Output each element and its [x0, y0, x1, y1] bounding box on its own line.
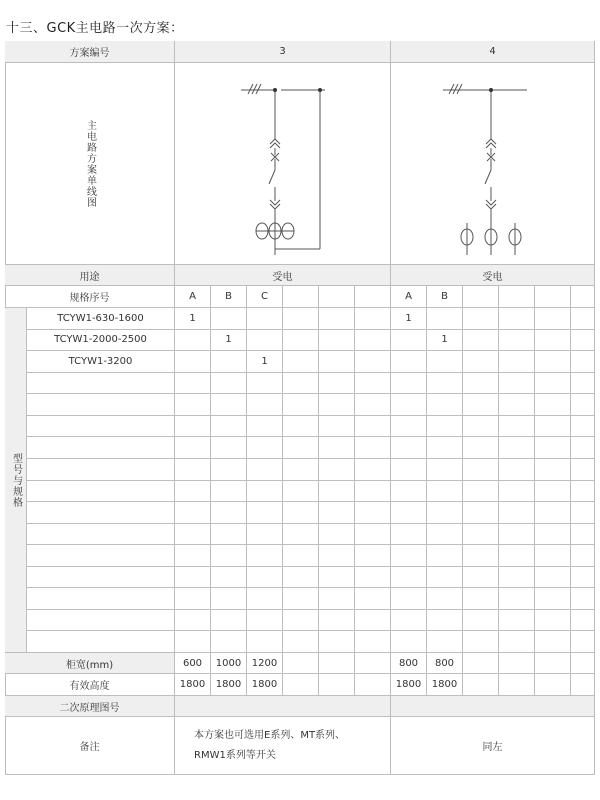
model-name-cell: [27, 545, 175, 567]
model-name-cell: [27, 373, 175, 395]
model-value-cell: [175, 351, 211, 373]
page-title: 十三、GCK主电路一次方案：: [6, 21, 184, 36]
model-value-cell: [283, 373, 319, 395]
model-name-cell: [27, 631, 175, 653]
model-value-cell: [283, 351, 319, 373]
remarks-3-line-1: 本方案也可选用E系列、MT系列、: [194, 729, 346, 741]
model-value-cell: [319, 610, 355, 632]
model-value-cell: [535, 502, 571, 524]
model-value-cell: [427, 459, 463, 481]
scheme-no-label: 方案编号: [5, 41, 175, 63]
model-value-cell: [355, 308, 391, 330]
model-value-cell: [463, 631, 499, 653]
model-value-cell: [427, 502, 463, 524]
model-value-cell: [499, 481, 535, 503]
model-value-cell: [247, 481, 283, 503]
model-value-cell: [355, 416, 391, 438]
model-value-cell: [175, 373, 211, 395]
model-value-cell: [463, 567, 499, 589]
model-value-cell: [247, 567, 283, 589]
model-value-cell: [355, 545, 391, 567]
model-value-cell: [499, 351, 535, 373]
model-value-cell: 1: [427, 330, 463, 352]
model-value-cell: [571, 545, 595, 567]
spec-blank: [355, 286, 391, 308]
model-value-cell: [319, 308, 355, 330]
model-value-cell: [427, 373, 463, 395]
model-value-cell: [463, 524, 499, 546]
model-value-cell: [355, 351, 391, 373]
model-value-cell: [499, 610, 535, 632]
model-value-cell: 1: [247, 351, 283, 373]
remarks-label: 备注: [5, 717, 175, 775]
model-value-cell: [535, 437, 571, 459]
height-4b: 1800: [427, 674, 463, 696]
model-name-cell: [27, 416, 175, 438]
model-value-cell: [283, 459, 319, 481]
model-value-cell: [283, 567, 319, 589]
diagram-label: 主电路方案单线图: [84, 119, 96, 208]
model-value-cell: [283, 308, 319, 330]
model-name-cell: [27, 610, 175, 632]
model-value-cell: [319, 631, 355, 653]
model-value-cell: [427, 567, 463, 589]
model-value-cell: [283, 416, 319, 438]
remarks-3-line-2: RMW1系列等开关: [194, 749, 276, 761]
diagram-cell-3: [175, 63, 391, 265]
usage-3: 受电: [175, 265, 391, 286]
model-value-cell: [391, 502, 427, 524]
model-value-cell: [571, 394, 595, 416]
model-value-cell: [211, 351, 247, 373]
model-value-cell: [463, 481, 499, 503]
model-value-cell: [175, 588, 211, 610]
model-value-cell: [247, 416, 283, 438]
model-value-cell: [499, 567, 535, 589]
model-value-cell: [247, 437, 283, 459]
model-value-cell: [319, 373, 355, 395]
model-value-cell: [427, 610, 463, 632]
model-value-cell: [499, 588, 535, 610]
model-value-cell: [355, 373, 391, 395]
width-blank: [571, 653, 595, 674]
model-name-cell: [27, 459, 175, 481]
model-value-cell: [499, 631, 535, 653]
model-value-cell: [211, 631, 247, 653]
spec-blank: [319, 286, 355, 308]
spec-letter-3b: B: [211, 286, 247, 308]
model-value-cell: [391, 481, 427, 503]
model-value-cell: [319, 481, 355, 503]
model-name-cell: [27, 567, 175, 589]
secondary-label: 二次原理图号: [5, 696, 175, 717]
scheme-number-3: 3: [175, 41, 391, 63]
spec-blank: [499, 286, 535, 308]
model-value-cell: [463, 502, 499, 524]
model-value-cell: [319, 588, 355, 610]
model-value-cell: [535, 567, 571, 589]
model-value-cell: [499, 545, 535, 567]
model-value-cell: [463, 373, 499, 395]
remarks-3: [175, 726, 345, 766]
model-value-cell: [355, 437, 391, 459]
width-label: 柜宽(mm): [5, 653, 175, 674]
width-4b: 800: [427, 653, 463, 674]
model-value-cell: [571, 416, 595, 438]
spec-seq-label: 规格序号: [5, 286, 175, 308]
model-value-cell: [175, 416, 211, 438]
model-value-cell: [571, 567, 595, 589]
model-value-cell: [211, 373, 247, 395]
model-value-cell: [283, 330, 319, 352]
model-value-cell: [535, 330, 571, 352]
model-value-cell: [283, 524, 319, 546]
model-value-cell: [283, 588, 319, 610]
model-value-cell: [427, 481, 463, 503]
model-value-cell: [499, 416, 535, 438]
model-value-cell: [571, 373, 595, 395]
model-value-cell: [283, 610, 319, 632]
diagram-label-cell: [5, 63, 175, 265]
height-blank: [571, 674, 595, 696]
model-value-cell: [499, 502, 535, 524]
model-value-cell: [463, 308, 499, 330]
model-value-cell: [283, 481, 319, 503]
model-value-cell: [175, 330, 211, 352]
model-value-cell: [499, 524, 535, 546]
spec-letter-4a: A: [391, 286, 427, 308]
model-value-cell: [319, 351, 355, 373]
remarks-4: 同左: [391, 717, 595, 775]
model-value-cell: [463, 459, 499, 481]
model-value-cell: [319, 524, 355, 546]
secondary-4: [391, 696, 595, 717]
model-value-cell: [499, 308, 535, 330]
model-value-cell: 1: [211, 330, 247, 352]
model-value-cell: [463, 610, 499, 632]
model-value-cell: 1: [391, 308, 427, 330]
height-3a: 1800: [175, 674, 211, 696]
model-value-cell: [355, 567, 391, 589]
height-3c: 1800: [247, 674, 283, 696]
model-value-cell: [175, 524, 211, 546]
width-blank: [319, 653, 355, 674]
model-value-cell: [211, 588, 247, 610]
model-name-cell: [27, 502, 175, 524]
model-value-cell: [355, 394, 391, 416]
model-value-cell: [211, 502, 247, 524]
model-name-cell: [27, 437, 175, 459]
model-value-cell: [211, 610, 247, 632]
model-value-cell: [571, 308, 595, 330]
height-4a: 1800: [391, 674, 427, 696]
model-value-cell: [319, 567, 355, 589]
model-value-cell: [247, 524, 283, 546]
model-name-cell: TCYW1-630-1600: [27, 308, 175, 330]
model-value-cell: [247, 631, 283, 653]
width-blank: [499, 653, 535, 674]
spec-letter-4b: B: [427, 286, 463, 308]
model-value-cell: [355, 631, 391, 653]
model-value-cell: [283, 437, 319, 459]
model-value-cell: [391, 610, 427, 632]
model-value-cell: [427, 588, 463, 610]
model-value-cell: [535, 588, 571, 610]
model-value-cell: [463, 437, 499, 459]
model-value-cell: [355, 481, 391, 503]
width-3a: 600: [175, 653, 211, 674]
model-name-cell: [27, 524, 175, 546]
width-blank: [355, 653, 391, 674]
model-value-cell: [211, 481, 247, 503]
model-value-cell: [535, 351, 571, 373]
model-value-cell: [463, 545, 499, 567]
model-value-cell: [571, 351, 595, 373]
model-value-cell: [355, 330, 391, 352]
spec-blank: [283, 286, 319, 308]
model-value-cell: [535, 416, 571, 438]
model-value-cell: [391, 545, 427, 567]
width-blank: [283, 653, 319, 674]
model-value-cell: [427, 308, 463, 330]
model-value-cell: [175, 394, 211, 416]
width-blank: [463, 653, 499, 674]
spec-letter-3c: C: [247, 286, 283, 308]
model-value-cell: [535, 524, 571, 546]
model-value-cell: [391, 524, 427, 546]
model-value-cell: [571, 481, 595, 503]
remarks-3-cell: [175, 717, 391, 775]
model-value-cell: [571, 610, 595, 632]
model-value-cell: [535, 610, 571, 632]
model-spec-label: 型号与规格: [10, 452, 22, 508]
model-value-cell: [175, 437, 211, 459]
model-value-cell: [355, 459, 391, 481]
model-value-cell: [571, 459, 595, 481]
model-value-cell: [211, 416, 247, 438]
model-value-cell: [391, 351, 427, 373]
model-name-cell: TCYW1-3200: [27, 351, 175, 373]
model-value-cell: [463, 351, 499, 373]
model-value-cell: [463, 588, 499, 610]
model-value-cell: [391, 416, 427, 438]
model-value-cell: [535, 481, 571, 503]
model-value-cell: [211, 394, 247, 416]
model-value-cell: 1: [175, 308, 211, 330]
model-value-cell: [391, 459, 427, 481]
scheme-table: [5, 41, 595, 775]
model-value-cell: [319, 437, 355, 459]
model-value-cell: [319, 459, 355, 481]
model-value-cell: [247, 588, 283, 610]
model-value-cell: [571, 330, 595, 352]
spec-blank: [535, 286, 571, 308]
model-value-cell: [427, 416, 463, 438]
model-value-cell: [355, 610, 391, 632]
model-value-cell: [391, 437, 427, 459]
usage-label: 用途: [5, 265, 175, 286]
spec-blank: [463, 286, 499, 308]
model-value-cell: [499, 437, 535, 459]
model-value-cell: [535, 459, 571, 481]
height-blank: [535, 674, 571, 696]
model-value-cell: [211, 459, 247, 481]
usage-4: 受电: [391, 265, 595, 286]
scheme-number-4: 4: [391, 41, 595, 63]
model-name-cell: [27, 481, 175, 503]
model-value-cell: [247, 373, 283, 395]
model-value-cell: [535, 631, 571, 653]
model-value-cell: [319, 416, 355, 438]
model-value-cell: [319, 330, 355, 352]
model-value-cell: [355, 524, 391, 546]
model-value-cell: [463, 394, 499, 416]
model-value-cell: [535, 308, 571, 330]
secondary-3: [175, 696, 391, 717]
model-value-cell: [247, 330, 283, 352]
spec-blank: [571, 286, 595, 308]
model-value-cell: [211, 545, 247, 567]
model-value-cell: [535, 394, 571, 416]
model-name-cell: TCYW1-2000-2500: [27, 330, 175, 352]
width-4a: 800: [391, 653, 427, 674]
model-name-cell: [27, 394, 175, 416]
model-value-cell: [283, 631, 319, 653]
model-value-cell: [319, 394, 355, 416]
single-line-diagram-4: [391, 63, 595, 265]
model-value-cell: [391, 330, 427, 352]
model-value-cell: [463, 330, 499, 352]
model-value-cell: [319, 502, 355, 524]
model-value-cell: [499, 459, 535, 481]
model-value-cell: [427, 545, 463, 567]
model-value-cell: [175, 459, 211, 481]
model-value-cell: [391, 588, 427, 610]
model-value-cell: [247, 308, 283, 330]
model-value-cell: [535, 373, 571, 395]
height-blank: [463, 674, 499, 696]
model-value-cell: [319, 545, 355, 567]
model-value-cell: [175, 610, 211, 632]
width-3b: 1000: [211, 653, 247, 674]
width-blank: [535, 653, 571, 674]
model-value-cell: [175, 567, 211, 589]
model-value-cell: [571, 437, 595, 459]
model-name-cell: [27, 588, 175, 610]
height-3b: 1800: [211, 674, 247, 696]
height-blank: [283, 674, 319, 696]
model-value-cell: [247, 610, 283, 632]
model-value-cell: [571, 631, 595, 653]
model-value-cell: [247, 394, 283, 416]
model-value-cell: [499, 330, 535, 352]
model-value-cell: [571, 524, 595, 546]
model-value-cell: [427, 524, 463, 546]
model-value-cell: [211, 437, 247, 459]
model-value-cell: [175, 481, 211, 503]
diagram-cell-4: [391, 63, 595, 265]
model-value-cell: [211, 308, 247, 330]
model-value-cell: [391, 373, 427, 395]
model-value-cell: [391, 567, 427, 589]
model-value-cell: [427, 351, 463, 373]
height-label: 有效高度: [5, 674, 175, 696]
model-value-cell: [571, 588, 595, 610]
model-value-cell: [283, 545, 319, 567]
model-value-cell: [211, 524, 247, 546]
width-3c: 1200: [247, 653, 283, 674]
model-value-cell: [175, 502, 211, 524]
model-value-cell: [535, 545, 571, 567]
single-line-diagram-3: [175, 63, 391, 265]
model-value-cell: [247, 545, 283, 567]
model-value-cell: [247, 502, 283, 524]
spec-letter-3a: A: [175, 286, 211, 308]
model-value-cell: [391, 394, 427, 416]
height-blank: [355, 674, 391, 696]
model-value-cell: [427, 394, 463, 416]
model-value-cell: [355, 588, 391, 610]
model-value-cell: [571, 502, 595, 524]
model-value-cell: [211, 567, 247, 589]
model-value-cell: [463, 416, 499, 438]
model-value-cell: [247, 459, 283, 481]
model-value-cell: [175, 545, 211, 567]
model-value-cell: [283, 502, 319, 524]
height-blank: [499, 674, 535, 696]
model-value-cell: [175, 631, 211, 653]
height-blank: [319, 674, 355, 696]
model-value-cell: [499, 373, 535, 395]
model-spec-label-cell: [5, 308, 27, 653]
model-value-cell: [391, 631, 427, 653]
model-value-cell: [355, 502, 391, 524]
model-value-cell: [427, 437, 463, 459]
model-value-cell: [427, 631, 463, 653]
model-value-cell: [499, 394, 535, 416]
model-value-cell: [283, 394, 319, 416]
